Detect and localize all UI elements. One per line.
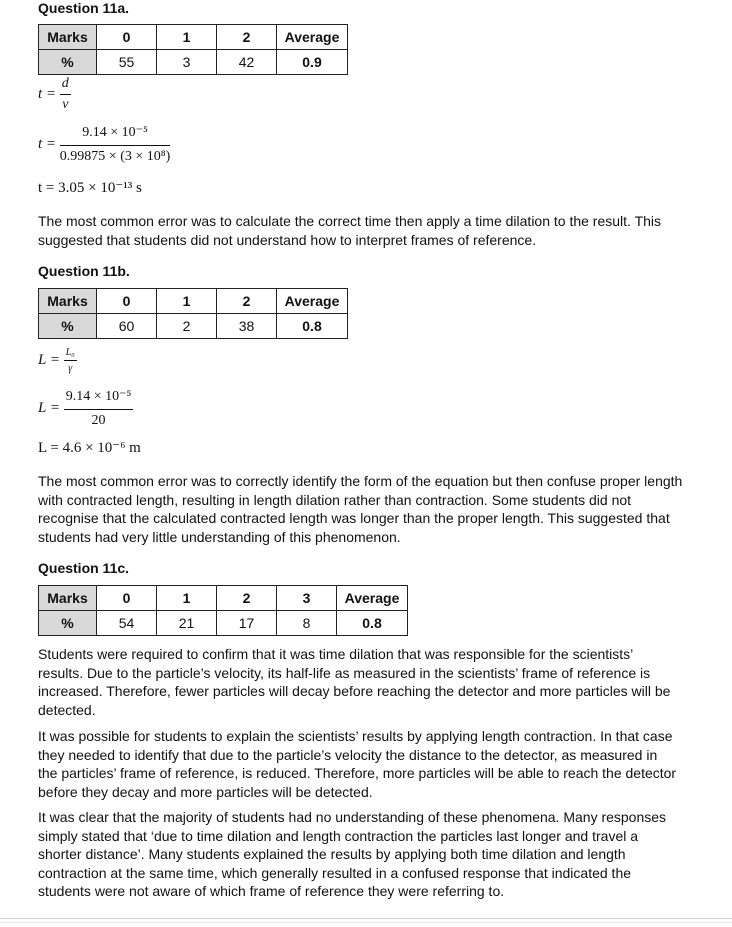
equation-11b-1 xyxy=(38,347,77,374)
equation-11b-2 xyxy=(38,388,133,429)
table-header-cell: 1 xyxy=(157,586,217,611)
table-cell: 17 xyxy=(217,611,277,636)
paragraph-11c-3: It was clear that the majority of students had no understanding of these phenomena. Many responses simply stated that ‘due to time dilation and length contraction the particles last longer and travel a shorter distance’. Many students explained the results by applying both time dilation and length contraction at the same time, which generally resulted in a confused response that indicated the students were not aware of which frame of reference they were referring to. xyxy=(38,809,667,899)
table-cell: 0.9 xyxy=(277,50,348,75)
equation-11b-result: L = 4.6 × 10⁻⁶ m xyxy=(38,440,141,456)
table-header-cell: Marks xyxy=(39,289,97,314)
marks-table-11c xyxy=(38,585,408,636)
bottom-divider xyxy=(0,918,732,919)
equation-numerator: d xyxy=(60,76,71,95)
table-cell: 38 xyxy=(217,314,277,339)
table-header-cell: 0 xyxy=(97,586,157,611)
table-cell: 0.8 xyxy=(337,611,408,636)
equation-lhs: t = xyxy=(38,135,57,152)
equation-11a-1 xyxy=(38,76,71,113)
table-cell: % xyxy=(39,50,97,75)
question-11c-heading: Question 11c. xyxy=(38,560,130,576)
equation-denominator: γ xyxy=(68,363,73,374)
table-header-cell: 0 xyxy=(97,289,157,314)
question-11a-heading: Question 11a. xyxy=(38,0,130,16)
table-header-cell: Average xyxy=(277,25,348,50)
table-cell: % xyxy=(39,314,97,339)
table-header-cell: Average xyxy=(277,289,348,314)
equation-numerator: 9.14 × 10⁻⁵ xyxy=(60,124,171,146)
question-11b-heading: Question 11b. xyxy=(38,263,130,279)
equation-denominator: 0.99875 × (3 × 10⁸) xyxy=(59,149,171,164)
table-header-cell: 3 xyxy=(277,586,337,611)
equation-lhs: L = xyxy=(38,351,60,368)
table-header-cell: 0 xyxy=(97,25,157,50)
table-cell: 42 xyxy=(217,50,277,75)
table-cell: 54 xyxy=(97,611,157,636)
equation-11a-2 xyxy=(38,124,170,165)
marks-table-11a xyxy=(38,24,348,75)
table-header-cell: Marks xyxy=(39,25,97,50)
table-cell: 60 xyxy=(97,314,157,339)
equation-numerator: 9.14 × 10⁻⁵ xyxy=(64,388,134,410)
equation-lhs: t = xyxy=(38,85,57,102)
table-header-cell: Average xyxy=(337,586,408,611)
equation-numerator: L₀ xyxy=(64,347,77,361)
table-header-cell: 1 xyxy=(157,289,217,314)
paragraph-11c-1: Students were required to confirm that it was time dilation that was responsible for the scientists’ results. Due to the particle’s velocity, its half-life as measured in the scientists’ frame of reference is increased. Therefore, fewer particles will decay before reaching the detector and more particles will be detected. xyxy=(38,646,671,718)
table-cell: 3 xyxy=(157,50,217,75)
table-cell: 2 xyxy=(157,314,217,339)
table-header-cell: 2 xyxy=(217,586,277,611)
table-header-cell: 1 xyxy=(157,25,217,50)
equation-lhs: L = xyxy=(38,399,60,416)
paragraph-11a: The most common error was to calculate the correct time then apply a time dilation to the result. This suggested that students did not understand how to interpret frames of reference. xyxy=(38,213,662,248)
paragraph-11c-2: It was possible for students to explain the scientists’ results by applying length contraction. In that case they needed to identify that due to the particle’s velocity the distance to the detector, as measured in the particles’ frame of reference, is reduced. Therefore, more particles will be able to reach the detector before they decay and more particles will be detected. xyxy=(38,728,677,800)
table-cell: 55 xyxy=(97,50,157,75)
table-header-cell: 2 xyxy=(217,25,277,50)
marks-table-11b xyxy=(38,288,348,339)
table-header-cell: Marks xyxy=(39,586,97,611)
equation-denominator: v xyxy=(62,97,69,112)
equation-denominator: 20 xyxy=(91,413,106,428)
table-cell: 21 xyxy=(157,611,217,636)
table-cell: 0.8 xyxy=(277,314,348,339)
table-header-cell: 2 xyxy=(217,289,277,314)
bottom-divider xyxy=(0,922,732,923)
table-cell: 8 xyxy=(277,611,337,636)
table-cell: % xyxy=(39,611,97,636)
equation-11a-result: t = 3.05 × 10⁻¹³ s xyxy=(38,180,142,196)
paragraph-11b: The most common error was to correctly identify the form of the equation but then confuse proper length with contracted length, resulting in length dilation rather than contraction. Some students did not recognise that the calculated contracted length was longer than the proper length. This suggested that students had very little understanding of this phenomenon. xyxy=(38,473,683,545)
